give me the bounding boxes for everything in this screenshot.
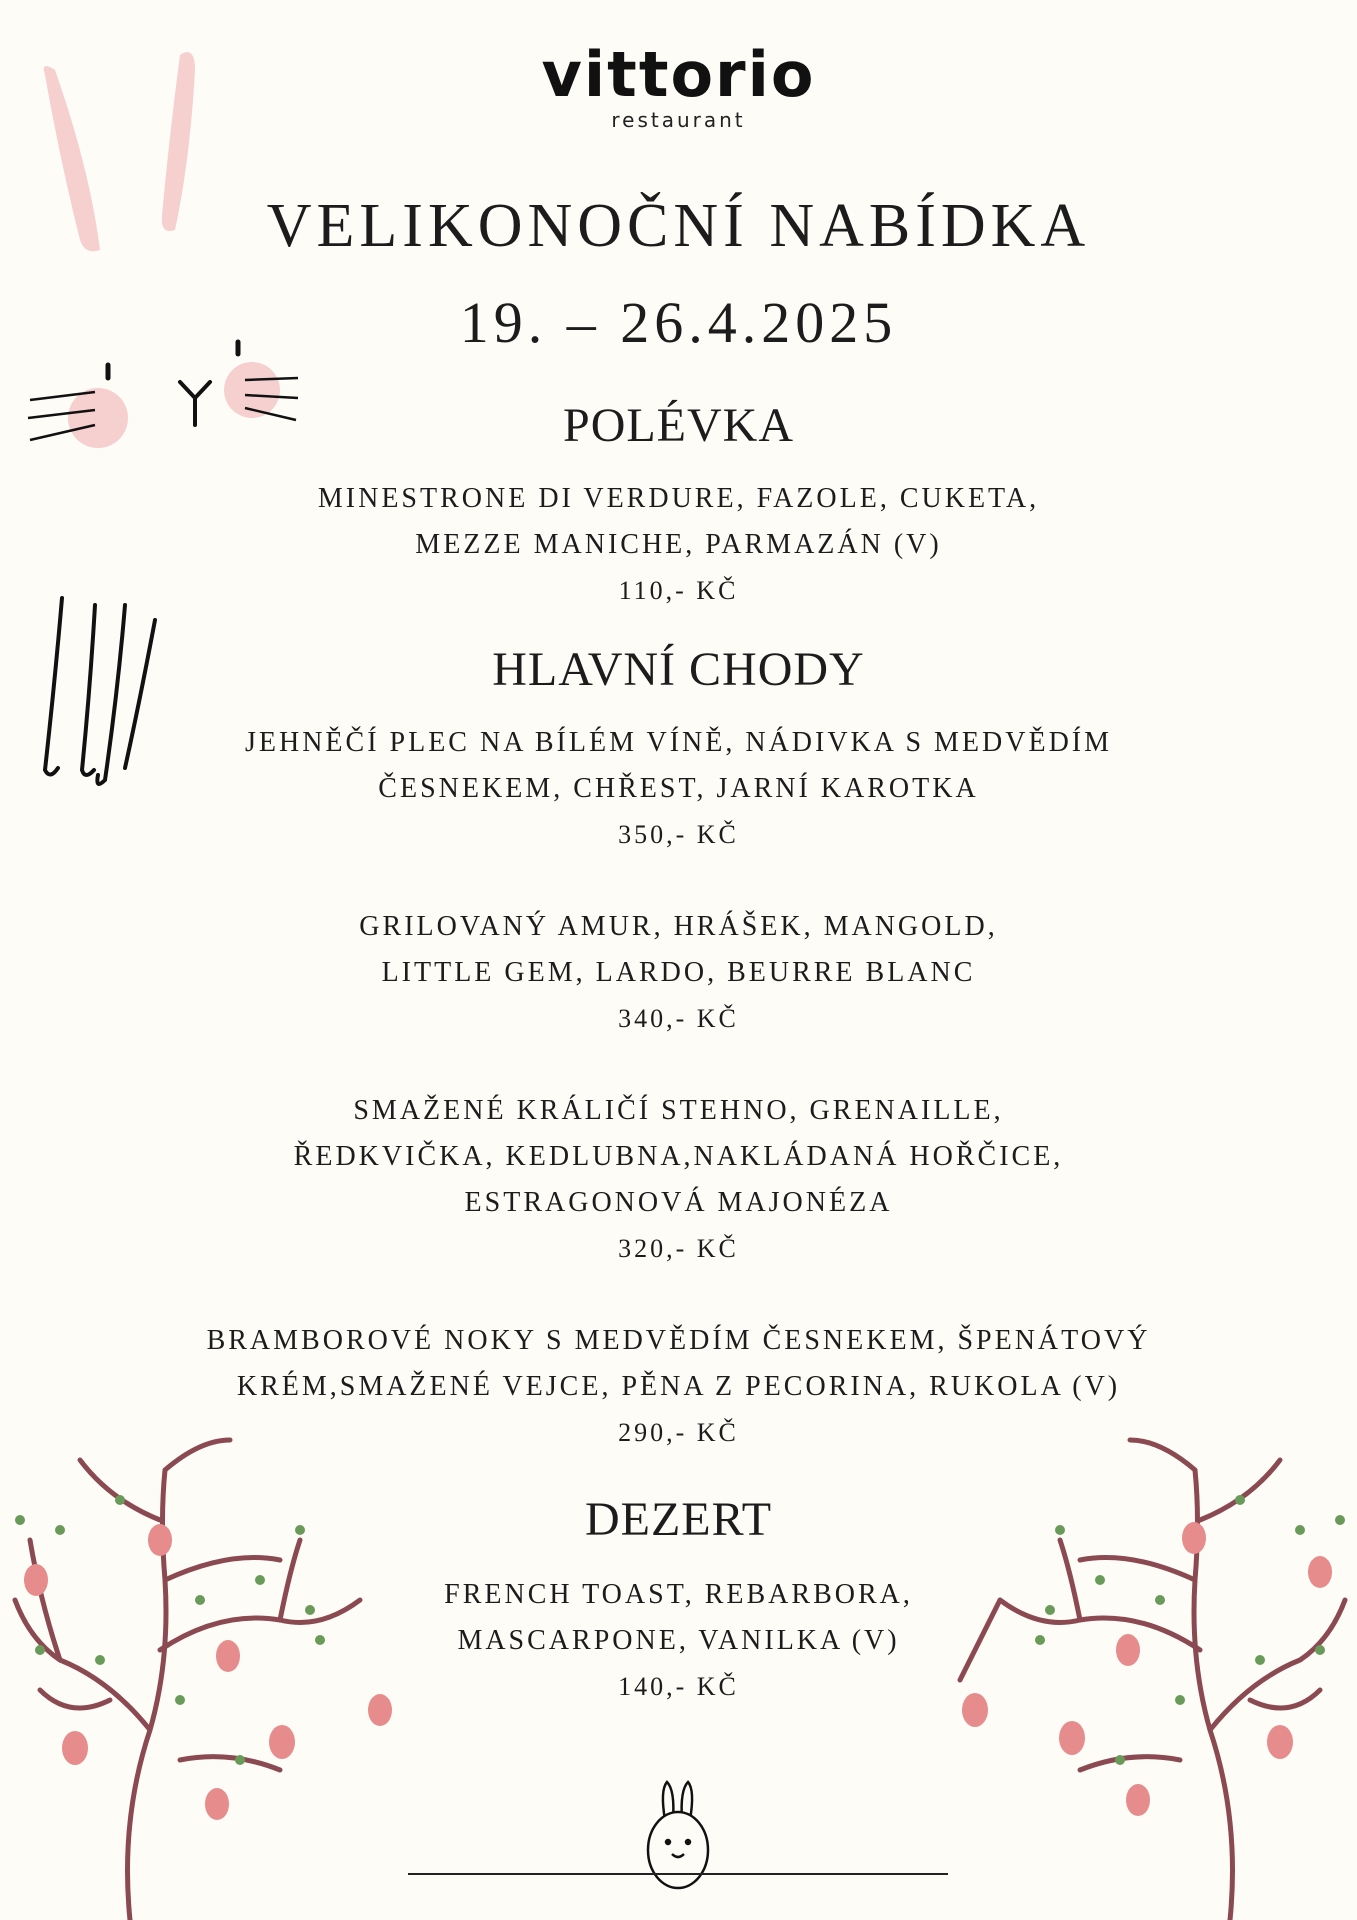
section-heading-dessert: DEZERT	[584, 1493, 773, 1546]
dish-price: 290,- KČ	[618, 1418, 739, 1447]
dish-line: JEHNĚČÍ PLEC NA BÍLÉM VÍNĚ, NÁDIVKA S MEDVĚDÍM	[244, 727, 1113, 758]
section-heading-mains: HLAVNÍ CHODY	[492, 643, 865, 696]
page-title: VELIKONOČNÍ NABÍDKA	[266, 192, 1091, 260]
dish-line: LITTLE GEM, LARDO, BEURRE BLANC	[381, 957, 976, 988]
dish-price: 350,- KČ	[618, 820, 739, 849]
dish-price: 340,- KČ	[618, 1004, 739, 1033]
dish-line: ESTRAGONOVÁ MAJONÉZA	[464, 1187, 893, 1218]
dish-line: FRENCH TOAST, REBARBORA,	[444, 1579, 913, 1610]
dish-line: ŘEDKVIČKA, KEDLUBNA,NAKLÁDANÁ HOŘČICE,	[293, 1141, 1064, 1172]
dish-line: MINESTRONE DI VERDURE, FAZOLE, CUKETA,	[317, 483, 1040, 514]
brand-subtitle: restaurant	[611, 108, 746, 132]
dish-line: BRAMBOROVÉ NOKY S MEDVĚDÍM ČESNEKEM, ŠPENÁTOVÝ	[206, 1325, 1151, 1356]
dish-line: ČESNEKEM, CHŘEST, JARNÍ KAROTKA	[378, 773, 979, 804]
dish-price: 140,- KČ	[618, 1672, 739, 1701]
dish-line: MEZZE MANICHE, PARMAZÁN (V)	[415, 529, 942, 560]
dish-line: SMAŽENÉ KRÁLIČÍ STEHNO, GRENAILLE,	[353, 1095, 1004, 1126]
bottom-divider	[408, 1873, 948, 1875]
date-range: 19. – 26.4.2025	[459, 290, 898, 355]
section-heading-soup: POLÉVKA	[563, 399, 794, 452]
brand-logo: vittorio	[541, 38, 816, 111]
dish-line: MASCARPONE, VANILKA (V)	[457, 1625, 900, 1656]
dish-line: GRILOVANÝ AMUR, HRÁŠEK, MANGOLD,	[359, 911, 998, 942]
dish-price: 110,- KČ	[618, 576, 739, 605]
dish-line: KRÉM,SMAŽENÉ VEJCE, PĚNA Z PECORINA, RUKOLA (V)	[236, 1371, 1121, 1402]
dish-price: 320,- KČ	[618, 1234, 739, 1263]
